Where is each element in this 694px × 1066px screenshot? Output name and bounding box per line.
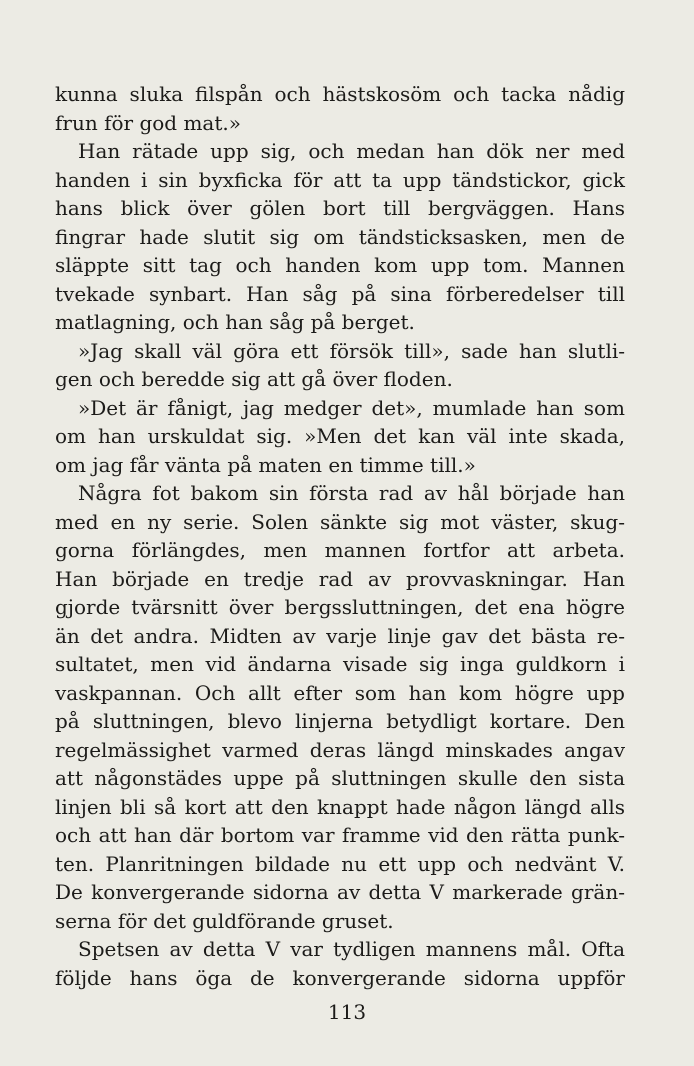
text-line: ten. Planritningen bildade nu ett upp och nedvänt V.	[55, 851, 625, 876]
text-line: vaskpannan. Och allt efter som han kom högre upp	[55, 680, 625, 705]
text-line: tvekade synbart. Han såg på sina förberedelser till	[55, 281, 625, 306]
text-line: gen och beredde sig att gå över floden.	[55, 367, 453, 391]
text-line: än det andra. Midten av varje linje gav det bästa re-	[55, 623, 625, 648]
text-line: följde hans öga de konvergerande sidorna uppför	[55, 965, 625, 990]
text-line: serna för det guldförande gruset.	[55, 908, 394, 933]
text-line: matlagning, och han såg på berget.	[55, 310, 415, 334]
text-line: »Jag skall väl göra ett försök till», sade han slutli-	[78, 338, 625, 363]
text-line: Spetsen av detta V var tydligen mannens mål. Ofta	[78, 937, 625, 961]
text-line: om jag får vänta på maten en timme till.»	[55, 452, 476, 477]
text-line: och att han där bortom var framme vid den rätta punk-	[55, 823, 625, 847]
text-line: på sluttningen, blevo linjerna betydligt kortare. Den	[55, 709, 625, 733]
text-line: frun för god mat.»	[55, 110, 241, 135]
text-line: Några fot bakom sin första rad av hål började han	[78, 481, 625, 505]
text-line: att någonstädes uppe på sluttningen skulle den sista	[55, 766, 625, 790]
text-line: Han började en tredje rad av provvaskningar. Han	[55, 566, 625, 591]
text-line: »Det är fånigt, jag medger det», mumlade han som	[78, 395, 625, 420]
text-line: Han rätade upp sig, och medan han dök ner med	[78, 139, 625, 163]
text-line: gjorde tvärsnitt över bergssluttningen, det ena högre	[55, 595, 625, 619]
text-line: kunna sluka filspån och hästskosöm och tacka nådig	[55, 82, 625, 106]
text-line: om han urskuldat sig. »Men det kan väl inte skada,	[55, 424, 625, 448]
text-line: regelmässighet varmed deras längd minskades angav	[55, 737, 625, 762]
text-line: linjen bli så kort att den knappt hade någon längd alls	[55, 794, 625, 819]
text-line: fingrar hade slutit sig om tändsticksasken, men de	[55, 224, 625, 249]
body-text	[55, 80, 625, 992]
text-line: med en ny serie. Solen sänkte sig mot väster, skug-	[55, 509, 625, 534]
text-line: gorna förlängdes, men mannen fortfor att arbeta.	[55, 538, 625, 562]
text-line: sultatet, men vid ändarna visade sig inga guldkorn i	[55, 652, 625, 676]
text-line: handen i sin byxficka för att ta upp tändstickor, gick	[55, 167, 625, 192]
text-line: släppte sitt tag och handen kom upp tom. Mannen	[55, 253, 625, 277]
page-number: 113	[327, 1000, 367, 1024]
text-line: De konvergerande sidorna av detta V markerade grän-	[55, 880, 625, 904]
text-line: hans blick över gölen bort till bergväggen. Hans	[55, 196, 625, 220]
